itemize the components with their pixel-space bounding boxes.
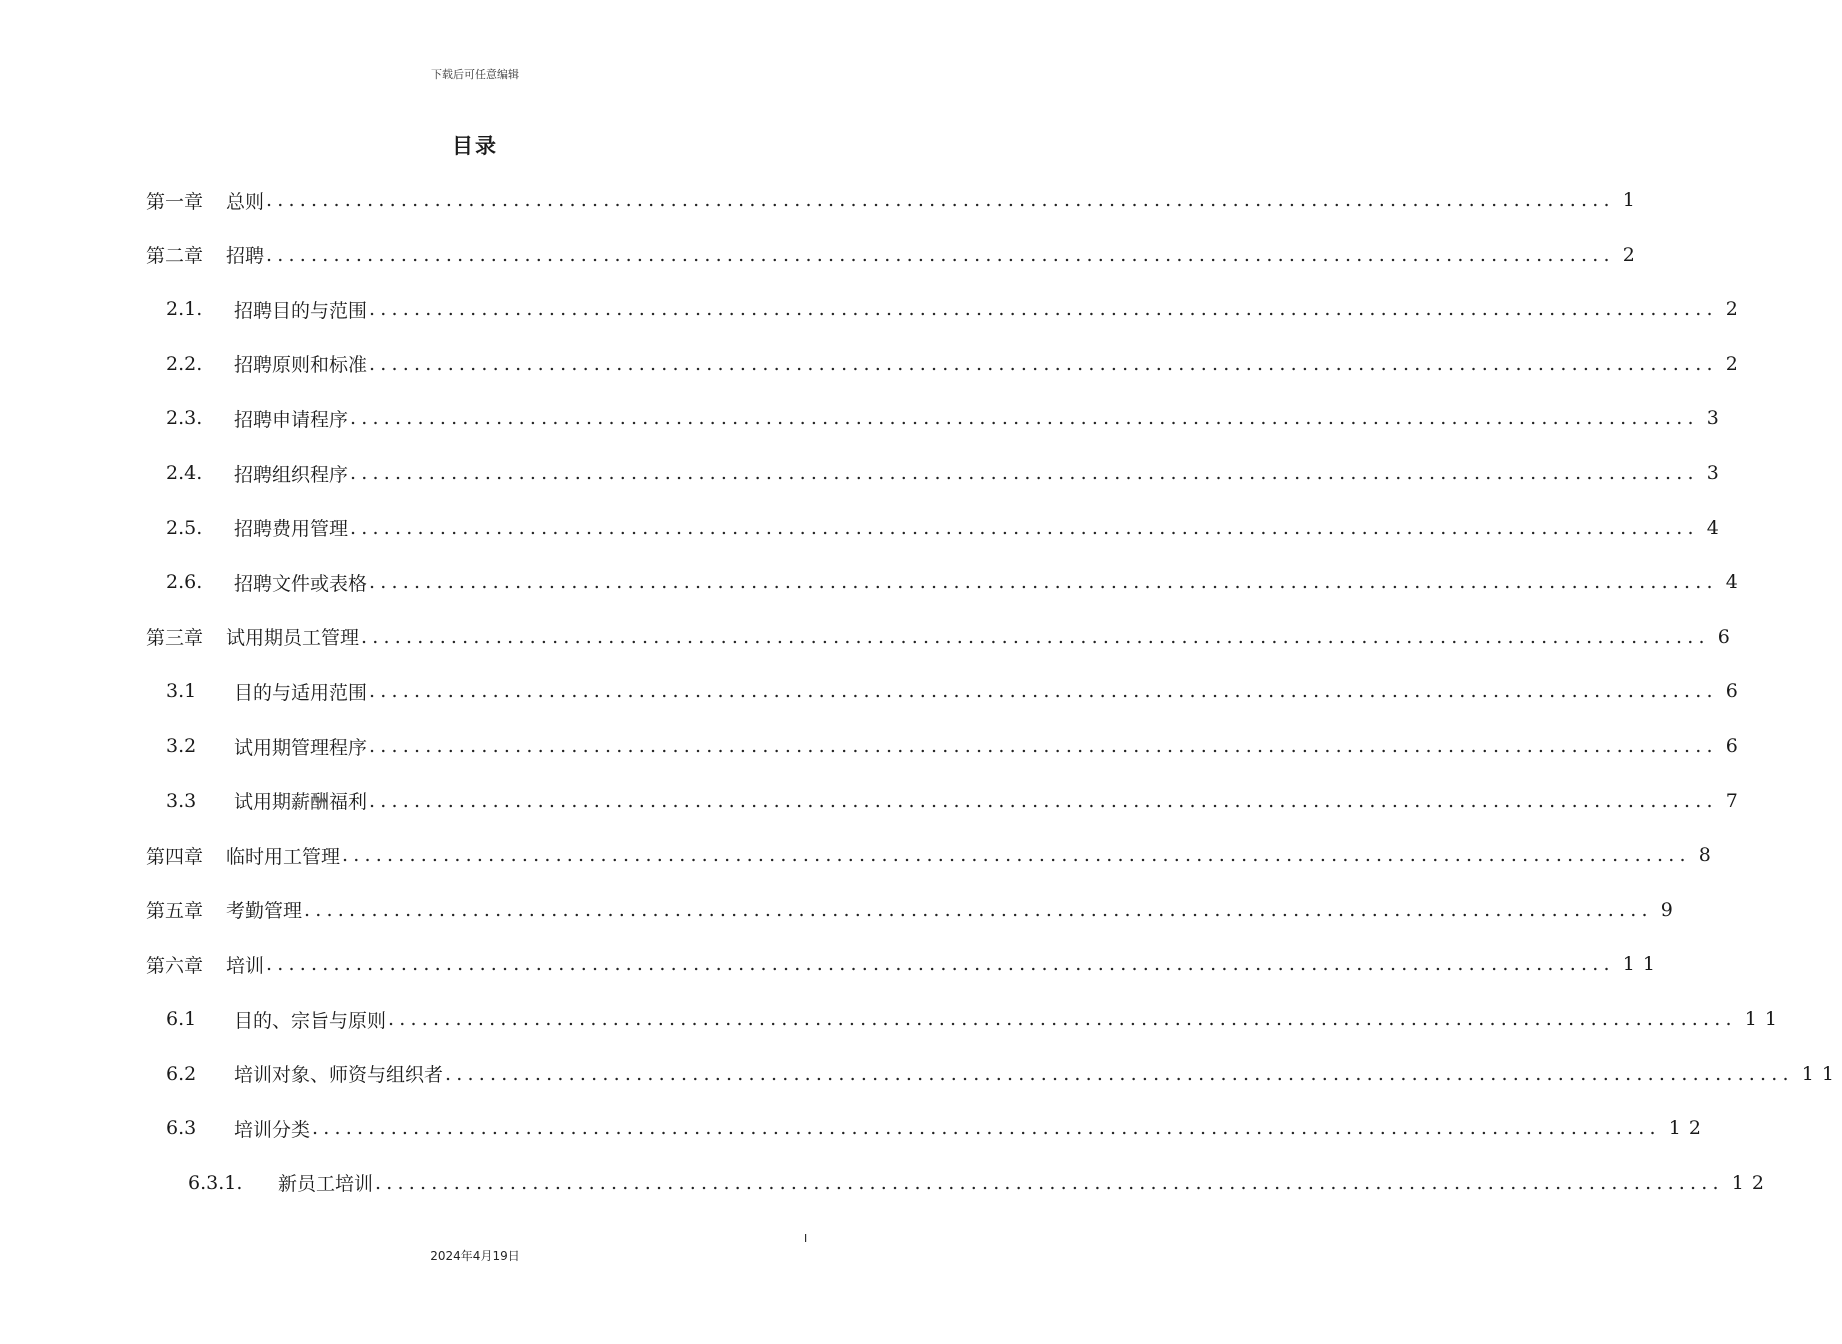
toc-entry-page-number: 2 — [1725, 298, 1746, 321]
toc-entry-page-number: 11 — [1744, 1008, 1785, 1030]
toc-entry-number: 3.3 — [166, 789, 197, 812]
toc-entry[interactable] — [166, 1111, 1709, 1145]
toc-entry-number: 6.2 — [166, 1062, 197, 1085]
toc-dot-leader: ........................................................................................................................ — [266, 953, 1615, 976]
toc-entry-number: 2.3. — [166, 407, 203, 430]
toc-entry-number: 第六章 — [146, 954, 204, 977]
toc-entry-number: 2.2. — [166, 352, 203, 375]
toc-entry-page-number: 1 — [1622, 189, 1643, 211]
toc-entry-number: 3.2 — [166, 735, 197, 757]
page-header: 下载后可任意编辑 — [431, 68, 519, 81]
toc-entry-label: 招聘文件或表格 — [234, 572, 368, 595]
toc-entry[interactable] — [166, 401, 1727, 435]
toc-entry[interactable] — [166, 1002, 1785, 1036]
toc-entry-label: 招聘 — [226, 245, 265, 268]
toc-dot-leader: ........................................................................................................................ — [350, 407, 1699, 430]
toc-dot-leader: ........................................................................................................................ — [342, 844, 1691, 867]
toc-dot-leader: ........................................................................................................................ — [266, 189, 1615, 211]
toc-entry-label: 考勤管理 — [226, 900, 303, 923]
toc-entry-number: 第三章 — [146, 627, 204, 650]
toc-entry[interactable] — [188, 1166, 1772, 1200]
toc-entry-label: 招聘组织程序 — [234, 463, 349, 486]
toc-entry[interactable] — [166, 784, 1746, 818]
toc-entry-label: 临时用工管理 — [226, 845, 341, 868]
toc-dot-leader: ........................................................................................................................ — [445, 1062, 1794, 1085]
toc-entry-page-number: 4 — [1725, 571, 1746, 594]
toc-entry[interactable] — [166, 456, 1727, 490]
toc-dot-leader: ........................................................................................................................ — [350, 516, 1699, 539]
toc-dot-leader: ........................................................................................................................ — [350, 462, 1699, 484]
toc-entry[interactable] — [166, 292, 1746, 326]
toc-entry[interactable] — [166, 511, 1727, 545]
toc-entry-number: 6.3.1. — [188, 1171, 243, 1194]
toc-entry-number: 3.1 — [166, 680, 197, 703]
toc-entry-page-number: 11 — [1622, 953, 1663, 976]
toc-entry-label: 总则 — [226, 190, 265, 213]
toc-entry[interactable] — [166, 1057, 1842, 1091]
toc-entry-number: 6.3 — [166, 1117, 197, 1140]
toc-dot-leader: ........................................................................................................................ — [375, 1171, 1724, 1194]
toc-entry-page-number: 2 — [1725, 352, 1746, 375]
toc-entry-number: 6.1 — [166, 1008, 197, 1030]
toc-entry-label: 试用期管理程序 — [234, 736, 368, 759]
toc-dot-leader: ........................................................................................................................ — [369, 352, 1718, 375]
toc-entry-number: 第五章 — [146, 900, 204, 923]
toc-entry-label: 招聘申请程序 — [234, 408, 349, 431]
toc-entry-label: 培训 — [226, 954, 265, 977]
toc-entry-number: 第二章 — [146, 245, 204, 268]
toc-entry-number: 第一章 — [146, 190, 204, 213]
toc-entry-label: 目的、宗旨与原则 — [234, 1009, 387, 1032]
toc-entry-number: 2.5. — [166, 516, 203, 539]
toc-entry-page-number: 6 — [1725, 735, 1746, 757]
toc-entry[interactable] — [166, 347, 1746, 381]
toc-entry-page-number: 9 — [1660, 898, 1681, 921]
toc-entry-page-number: 11 — [1801, 1062, 1842, 1085]
toc-entry-page-number: 12 — [1668, 1117, 1709, 1140]
toc-dot-leader: ........................................................................................................................ — [361, 625, 1710, 648]
toc-dot-leader: ........................................................................................................................ — [369, 735, 1718, 757]
toc-entry[interactable] — [166, 565, 1746, 599]
toc-entry-label: 试用期员工管理 — [226, 627, 360, 650]
page-marker: I — [804, 1232, 808, 1245]
page-footer-date: 2024年4月19日 — [430, 1249, 520, 1263]
toc-dot-leader: ........................................................................................................................ — [369, 571, 1718, 594]
toc-dot-leader: ........................................................................................................................ — [312, 1117, 1661, 1140]
toc-entry-number: 第四章 — [146, 845, 204, 868]
toc-entry-page-number: 3 — [1706, 462, 1727, 484]
toc-entry[interactable] — [166, 729, 1746, 763]
toc-dot-leader: ........................................................................................................................ — [304, 898, 1653, 921]
toc-entry-page-number: 7 — [1725, 789, 1746, 812]
toc-entry-page-number: 8 — [1698, 844, 1719, 867]
toc-dot-leader: ........................................................................................................................ — [388, 1008, 1737, 1030]
toc-entry-page-number: 3 — [1706, 407, 1727, 430]
toc-entry-label: 新员工培训 — [278, 1173, 374, 1196]
toc-dot-leader: ........................................................................................................................ — [369, 789, 1718, 812]
toc-entry-label: 招聘目的与范围 — [234, 299, 368, 322]
toc-entry-page-number: 6 — [1725, 680, 1746, 703]
toc-entry-label: 培训分类 — [234, 1118, 311, 1141]
toc-entry-page-number: 6 — [1717, 625, 1738, 648]
toc-entry[interactable] — [146, 183, 1643, 217]
toc-title: 目录 — [452, 134, 498, 158]
toc-entry-label: 试用期薪酬福利 — [234, 791, 368, 814]
toc-entry-number: 2.4. — [166, 462, 203, 484]
toc-entry[interactable] — [146, 620, 1738, 654]
toc-entry-label: 招聘原则和标准 — [234, 354, 368, 377]
toc-entry[interactable] — [146, 238, 1643, 272]
toc-dot-leader: ........................................................................................................................ — [369, 298, 1718, 321]
toc-entry-label: 培训对象、师资与组织者 — [234, 1064, 444, 1087]
toc-dot-leader: ........................................................................................................................ — [266, 243, 1615, 266]
toc-entry[interactable] — [146, 893, 1681, 927]
toc-entry-number: 2.1. — [166, 298, 203, 321]
toc-entry-label: 目的与适用范围 — [234, 681, 368, 704]
toc-dot-leader: ........................................................................................................................ — [369, 680, 1718, 703]
toc-entry-page-number: 4 — [1706, 516, 1727, 539]
toc-entry[interactable] — [166, 674, 1746, 708]
toc-entry[interactable] — [146, 838, 1719, 872]
toc-entry-page-number: 12 — [1731, 1171, 1772, 1194]
toc-entry-number: 2.6. — [166, 571, 203, 594]
toc-entry[interactable] — [146, 947, 1663, 981]
toc-entry-page-number: 2 — [1622, 243, 1643, 266]
toc-entry-label: 招聘费用管理 — [234, 518, 349, 541]
